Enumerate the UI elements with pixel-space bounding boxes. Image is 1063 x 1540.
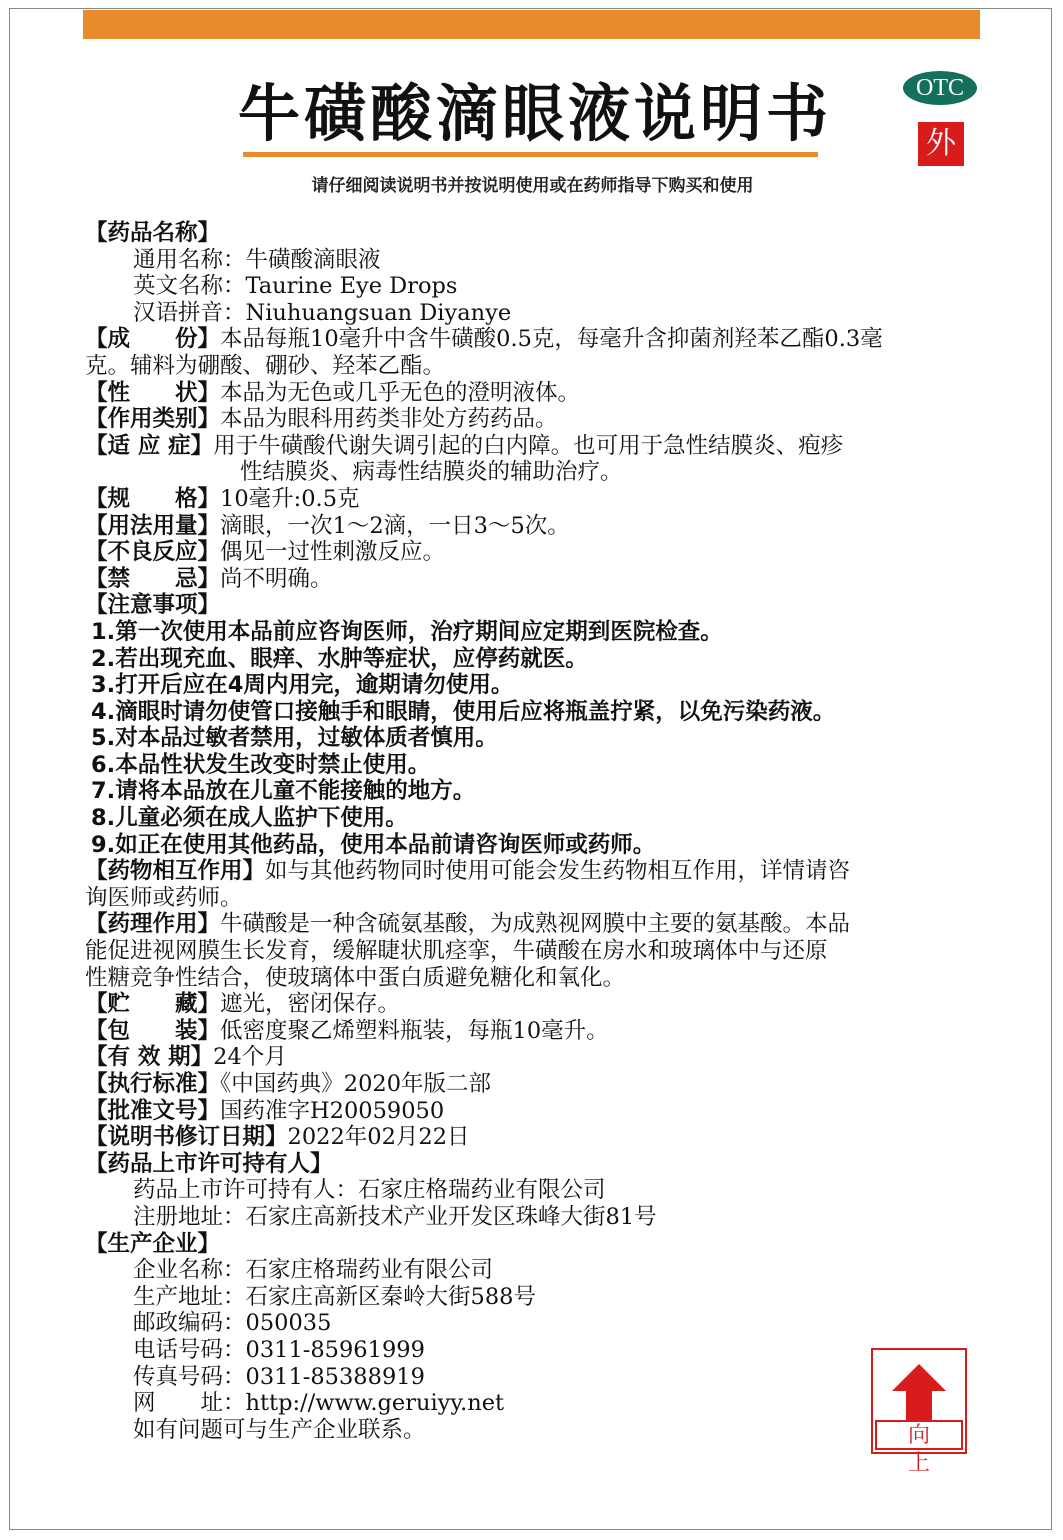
top-accent-bar — [83, 10, 980, 39]
this-side-up-marker — [871, 1348, 967, 1476]
mah-address: 注册地址：石家庄高新技术产业开发区珠峰大街81号 — [133, 1203, 657, 1230]
packaging-text: 低密度聚乙烯塑料瓶装，每瓶10毫升。 — [220, 1017, 609, 1044]
dosage-row — [85, 513, 980, 540]
section-heading-indications: 【适 应 症】 — [85, 432, 214, 459]
pharmacology-row — [85, 911, 980, 938]
storage-row — [85, 991, 980, 1018]
approval-text: 国药准字H20059050 — [220, 1097, 445, 1124]
section-heading-pharmacology: 【药理作用】 — [85, 911, 221, 938]
category-text: 本品为眼科用药类非处方药药品。 — [220, 406, 558, 433]
validity-text: 24个月 — [213, 1044, 287, 1071]
appearance-text: 本品为无色或几乎无色的澄明液体。 — [220, 379, 581, 406]
section-heading-approval: 【批准文号】 — [85, 1097, 221, 1124]
section-heading-composition: 【成 份】 — [85, 326, 221, 353]
page-title: 牛磺酸滴眼液说明书 — [237, 77, 832, 150]
leaflet-body — [85, 220, 980, 1443]
title-underline — [243, 152, 818, 157]
validity-row — [85, 1044, 980, 1071]
section-heading-validity: 【有 效 期】 — [85, 1044, 214, 1071]
revision-row — [85, 1124, 980, 1151]
composition-text-cont: 克。辅料为硼酸、硼砂、羟苯乙酯。 — [85, 352, 446, 379]
pinyin-name: 汉语拼音：Niuhuangsuan Diyanye — [133, 299, 512, 326]
section-heading-contraindications: 【禁 忌】 — [85, 565, 221, 592]
storage-text: 遮光，密闭保存。 — [220, 991, 401, 1018]
up-label-box — [875, 1420, 963, 1476]
packaging-row — [85, 1018, 980, 1045]
indications-text-cont: 性结膜炎、病毒性结膜炎的辅助治疗。 — [240, 459, 623, 486]
section-heading-specification: 【规 格】 — [85, 485, 221, 512]
section-heading-drug-name: 【药品名称】 — [85, 220, 221, 246]
section-heading-dosage: 【用法用量】 — [85, 512, 221, 539]
section-heading-adverse: 【不良反应】 — [85, 539, 221, 566]
standard-text: 《中国药典》2020年版二部 — [220, 1071, 492, 1097]
up-label: 向上 — [907, 1423, 944, 1476]
indications-text: 用于牛磺酸代谢失调引起的白内障。也可用于急性结膜炎、疱疹 — [213, 432, 844, 459]
section-heading-interactions: 【药物相互作用】 — [85, 858, 266, 885]
interactions-text: 如与其他药物同时使用可能会发生药物相互作用，详情请咨 — [265, 858, 851, 885]
approval-row — [85, 1098, 980, 1125]
section-heading-packaging: 【包 装】 — [85, 1017, 221, 1044]
composition-row — [85, 326, 980, 353]
contraindications-row — [85, 566, 980, 593]
indications-row — [85, 433, 980, 460]
interactions-row — [85, 858, 980, 885]
precaution-item: 8.儿童必须在成人监护下使用。 — [91, 805, 408, 832]
section-heading-mah: 【药品上市许可持有人】 — [85, 1150, 333, 1177]
revision-date: 2022年02月22日 — [287, 1124, 470, 1151]
specification-text: 10毫升:0.5克 — [220, 485, 360, 512]
section-heading-standard: 【执行标准】 — [85, 1071, 221, 1097]
precaution-item: 9.如正在使用其他药品，使用本品前请咨询医师或药师。 — [91, 831, 656, 858]
interactions-text-cont: 询医师或药师。 — [85, 884, 243, 911]
precaution-item: 4.滴眼时请勿使管口接触手和眼睛，使用后应将瓶盖拧紧，以免污染药液。 — [91, 698, 836, 725]
pharmacology-text-cont: 能促进视网膜生长发育，缓解睫状肌痉挛，牛磺酸在房水和玻璃体中与还原 — [85, 938, 828, 965]
mah-holder: 药品上市许可持有人：石家庄格瑞药业有限公司 — [133, 1177, 606, 1204]
adverse-row — [85, 539, 980, 566]
manufacturer-postcode: 邮政编码：050035 — [133, 1310, 332, 1337]
specification-row — [85, 486, 980, 513]
manufacturer-phone: 电话号码：0311-85961999 — [133, 1336, 425, 1363]
precaution-item: 6.本品性状发生改变时禁止使用。 — [91, 751, 431, 778]
section-heading-storage: 【贮 藏】 — [85, 991, 221, 1018]
composition-text: 本品每瓶10毫升中含牛磺酸0.5克，每毫升含抑菌剂羟苯乙酯0.3毫 — [220, 326, 883, 353]
section-heading-revision: 【说明书修订日期】 — [85, 1124, 288, 1151]
external-use-badge: 外 — [918, 122, 964, 166]
english-name: 英文名称：Taurine Eye Drops — [133, 273, 458, 300]
precaution-item: 3.打开后应在4周内用完，逾期请勿使用。 — [91, 672, 514, 699]
manufacturer-name: 企业名称：石家庄格瑞药业有限公司 — [133, 1257, 494, 1284]
precaution-item: 7.请将本品放在儿童不能接触的地方。 — [91, 778, 476, 805]
subtitle: 请仔细阅读说明书并按说明使用或在药师指导下购买和使用 — [311, 176, 754, 196]
section-heading-precautions: 【注意事项】 — [85, 592, 221, 619]
otc-badge: OTC — [903, 71, 977, 105]
up-arrow-icon — [892, 1364, 946, 1420]
precaution-item: 5.对本品过敏者禁用，过敏体质者慎用。 — [91, 725, 498, 752]
manufacturer-address: 生产地址：石家庄高新区秦岭大街588号 — [133, 1283, 536, 1310]
manufacturer-fax: 传真号码：0311-85388919 — [133, 1363, 425, 1390]
pharmacology-text-cont: 性糖竞争性结合，使玻璃体中蛋白质避免糖化和氧化。 — [85, 964, 626, 991]
contraindications-text: 尚不明确。 — [220, 565, 333, 592]
adverse-text: 偶见一过性刺激反应。 — [220, 539, 446, 566]
appearance-row — [85, 380, 980, 407]
precaution-item: 1.第一次使用本品前应咨询医师，治疗期间应定期到医院检查。 — [91, 618, 723, 645]
category-row — [85, 406, 980, 433]
pharmacology-text: 牛磺酸是一种含硫氨基酸，为成熟视网膜中主要的氨基酸。本品 — [220, 911, 851, 938]
manufacturer-website: 网 址：http://www.geruiyy.net — [133, 1390, 505, 1417]
generic-name: 通用名称：牛磺酸滴眼液 — [133, 246, 381, 273]
section-heading-manufacturer: 【生产企业】 — [85, 1230, 221, 1257]
standard-row — [85, 1071, 980, 1098]
section-heading-appearance: 【性 状】 — [85, 379, 221, 406]
precaution-item: 2.若出现充血、眼痒、水肿等症状，应停药就医。 — [91, 645, 588, 672]
manufacturer-contact: 如有问题可与生产企业联系。 — [133, 1416, 426, 1443]
section-heading-category: 【作用类别】 — [85, 406, 221, 433]
dosage-text: 滴眼，一次1～2滴，一日3～5次。 — [220, 512, 570, 539]
